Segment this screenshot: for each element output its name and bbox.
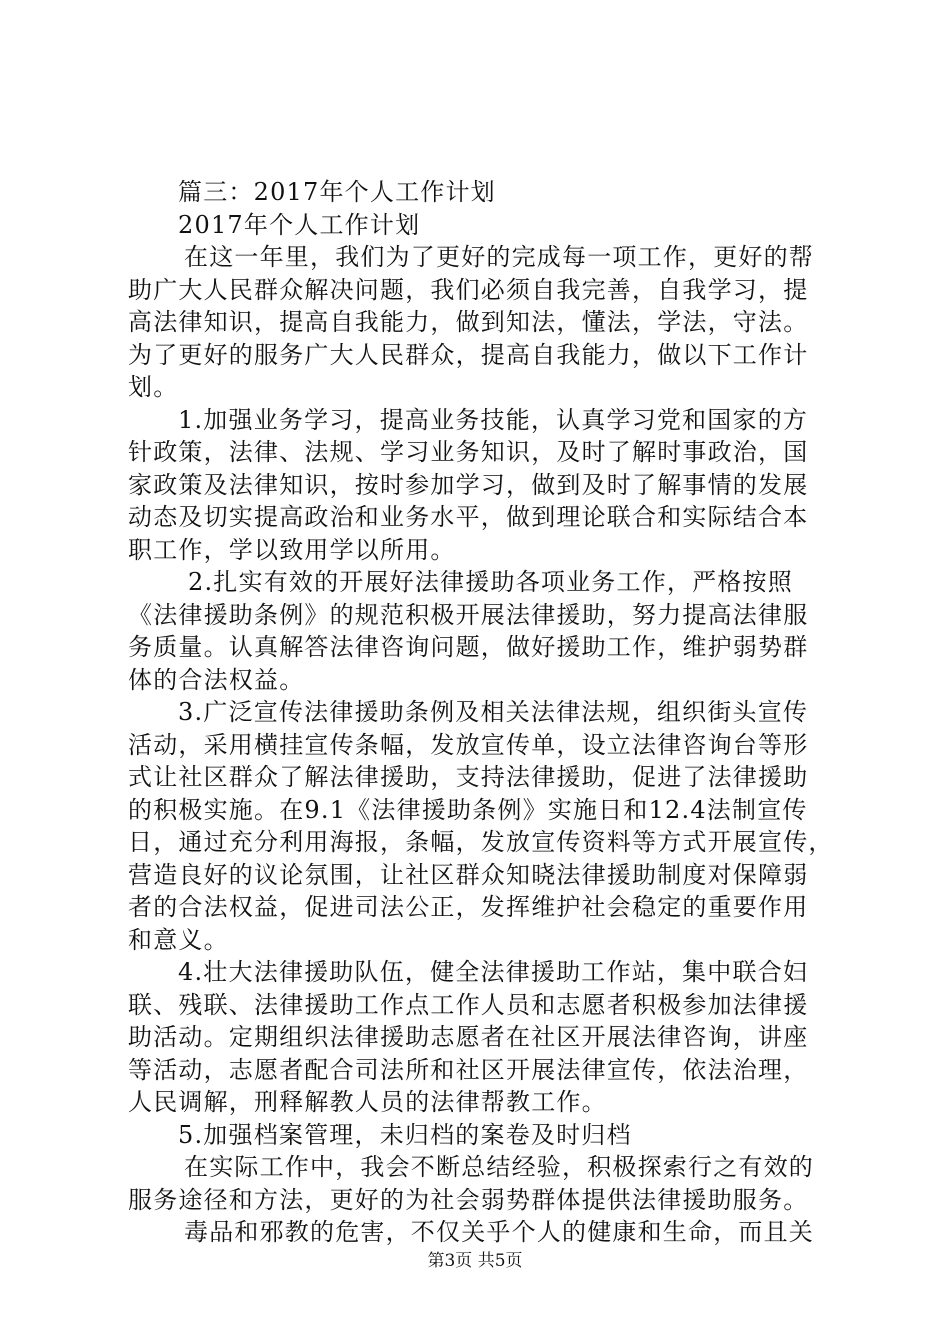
- paragraph-line: 针政策，法律、法规、学习业务知识，及时了解时事政治，国: [128, 438, 809, 466]
- paragraph-line: 务质量。认真解答法律咨询问题，做好援助工作，维护弱势群: [128, 633, 809, 661]
- paragraph-line: 高法律知识，提高自我能力，做到知法，懂法，学法，守法。: [128, 308, 809, 336]
- paragraph-line: 者的合法权益，促进司法公正，发挥维护社会稳定的重要作用: [128, 893, 809, 921]
- paragraph-line: 等活动，志愿者配合司法所和社区开展法律宣传，依法治理，: [128, 1055, 809, 1084]
- page-indicator: 第3页 共5页: [427, 1251, 523, 1271]
- paragraph-line: 2.扎实有效的开展好法律援助各项业务工作，严格按照: [188, 568, 793, 596]
- paragraph-line: 体的合法权益。: [128, 665, 305, 694]
- section-heading: 篇三：2017年个人工作计划: [178, 178, 496, 206]
- paragraph-line: 5.加强档案管理，未归档的案卷及时归档: [178, 1120, 632, 1149]
- paragraph-line: 营造良好的议论氛围，让社区群众知晓法律援助制度对保障弱: [128, 860, 809, 889]
- paragraph-line: 的积极实施。在9.1《法律援助条例》实施日和12.4法制宣传: [128, 795, 808, 824]
- paragraph-line: 式让社区群众了解法律援助，支持法律援助，促进了法律援助: [128, 763, 809, 791]
- paragraph-line: 日，通过充分利用海报，条幅，发放宣传资料等方式开展宣传，: [128, 828, 834, 856]
- paragraph-line: 1.加强业务学习，提高业务技能，认真学习党和国家的方: [178, 405, 809, 434]
- paragraph-line: 服务途径和方法，更好的为社会弱势群体提供法律援助服务。: [128, 1185, 809, 1214]
- document-title: 2017年个人工作计划: [178, 210, 421, 239]
- paragraph-line: 人民调解，刑释解教人员的法律帮教工作。: [128, 1088, 607, 1116]
- paragraph-line: 4.壮大法律援助队伍，健全法律援助工作站，集中联合妇: [178, 958, 809, 986]
- document-body: [128, 176, 834, 1249]
- paragraph-line: 职工作，学以致用学以所用。: [128, 535, 456, 564]
- paragraph-line: 助广大人民群众解决问题，我们必须自我完善，自我学习，提: [128, 275, 809, 304]
- paragraph-line: 划。: [128, 373, 179, 401]
- paragraph-line: 家政策及法律知识，按时参加学习，做到及时了解事情的发展: [128, 470, 809, 499]
- paragraph-line: 在这一年里，我们为了更好的完成每一项工作，更好的帮: [184, 243, 814, 271]
- paragraph-line: 为了更好的服务广大人民群众，提高自我能力，做以下工作计: [128, 340, 809, 369]
- paragraph-line: 《法律援助条例》的规范积极开展法律援助，努力提高法律服: [128, 600, 809, 629]
- paragraph-line: 3.广泛宣传法律援助条例及相关法律法规，组织街头宣传: [178, 698, 809, 726]
- paragraph-line: 在实际工作中，我会不断总结经验，积极探索行之有效的: [184, 1153, 814, 1181]
- paragraph-line: 毒品和邪教的危害，不仅关乎个人的健康和生命，而且关: [184, 1218, 814, 1246]
- paragraph-line: 活动，采用横挂宣传条幅，发放宣传单，设立法律咨询台等形: [128, 730, 809, 759]
- paragraph-line: 和意义。: [128, 925, 229, 954]
- paragraph-line: 动态及切实提高政治和业务水平，做到理论联合和实际结合本: [128, 503, 809, 531]
- paragraph-line: 助活动。定期组织法律援助志愿者在社区开展法律咨询，讲座: [128, 1023, 809, 1051]
- paragraph-line: 联、残联、法律援助工作点工作人员和志愿者积极参加法律援: [128, 990, 809, 1019]
